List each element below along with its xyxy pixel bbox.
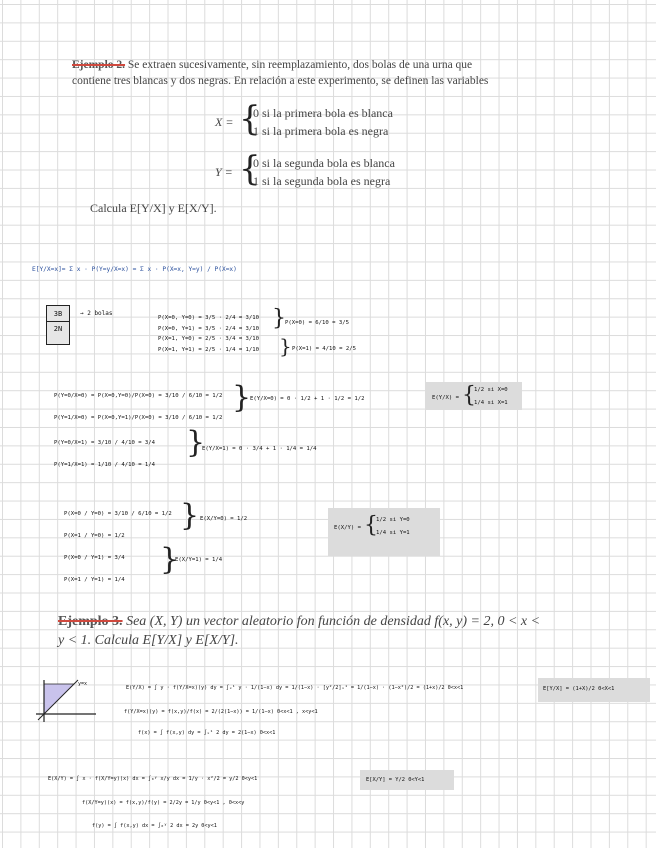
example-2-statement — [72, 57, 592, 89]
conditional-x1 — [54, 432, 155, 476]
marginal-x0: P(X=0) = 6/10 = 3/5 — [285, 320, 349, 326]
joint-brace-2: } — [279, 334, 292, 358]
expected-x-y0: E(X/Y=0) = 1/2 — [200, 516, 248, 522]
expected-x-y1: E(X/Y=1) = 1/4 — [175, 557, 223, 563]
urn-white-balls: 3B — [53, 310, 63, 318]
example-3-text-2: y < 1. Calcula E[Y/X] y E[X/Y]. — [58, 633, 239, 648]
ex3-line-1: E(Y/X) = ∫ y · f(Y/X=x)(y) dy = ∫ₓ¹ y · 1/(1−x) dy = 1/(1−x) · [y²/2]ₓ¹ = 1/(1−x) · (1−x²)/2 = (1+x)/2 0<x<1 — [126, 685, 464, 691]
example-3-line-1 — [58, 612, 618, 631]
cond-y0-x1: P(Y=0/X=1) = 3/10 / 4/10 = 3/4 — [54, 440, 156, 446]
result-exy-case-2: 1/4 si Y=1 — [376, 530, 410, 536]
y-brace: { — [239, 149, 261, 189]
x-case-1: 0 si la primera bola es blanca — [253, 106, 393, 120]
joint-brace-1: } — [272, 306, 286, 331]
urn-box — [46, 305, 70, 345]
expected-y-x0: E(Y/X=0) = 0 · 1/2 + 1 · 1/2 = 1/2 — [250, 396, 365, 402]
example-2-text-1: Se extraen sucesivamente, sin reemplazamiento, dos bolas de una urna que — [127, 59, 473, 71]
result-exy-case-1: 1/2 si Y=0 — [376, 517, 410, 523]
ex3-line-2: f(Y/X=x)(y) = f(x,y)/f(x) = 2/(2(1−x)) = 1/(1−x) 0<x<1 , x<y<1 — [124, 709, 318, 715]
joint-4: P(X=1, Y=1) = 2/5 · 1/4 = 1/10 — [158, 346, 260, 353]
graph-label: y=x — [78, 681, 88, 687]
x-brace: { — [239, 99, 261, 139]
y-case-2: 1 si la segunda bola es negra — [253, 174, 391, 188]
result-eyx-label: E(Y/X) = — [432, 395, 459, 401]
cond-brace-4: } — [160, 542, 180, 577]
cond-x0-y1: P(X=0 / Y=1) = 3/4 — [64, 555, 125, 561]
example-2-text-2: contiene tres blancas y dos negras. En relación a este experimento, se definen las variables — [72, 75, 489, 87]
ex3-line-5: f(X/Y=y)(x) = f(x,y)/f(y) = 2/2y = 1/y 0<y<1 , 0<x<y — [82, 800, 245, 806]
ex3-line-4: E(X/Y) = ∫ x · f(X/Y=y)(x) dx = ∫₀ʸ x/y dx = 1/y · x²/2 = y/2 0<y<1 — [48, 776, 258, 782]
region-graph — [34, 678, 100, 724]
cond-x1-y1: P(X=1 / Y=1) = 1/4 — [64, 577, 125, 583]
example-3-statement — [58, 612, 618, 650]
result-eyx-case-1: 1/2 si X=0 — [474, 387, 508, 393]
joint-3: P(X=1, Y=0) = 2/5 · 3/4 = 3/10 — [158, 336, 260, 342]
x-variable: X = — [215, 115, 234, 129]
cond-y0-x0: P(Y=0/X=0) = P(X=0,Y=0)/P(X=0) = 3/10 / 6/10 = 1/2 — [54, 393, 223, 399]
urn-black-balls: 2N — [53, 325, 63, 333]
ex3-line-3: f(x) = ∫ f(x,y) dy = ∫ₓ¹ 2 dy = 2(1−x) 0<x<1 — [138, 730, 276, 736]
result-exy-label: E(X/Y) = — [334, 525, 361, 531]
x-case-2: 1 si la primera bola es negra — [253, 124, 389, 138]
cond-brace-2: } — [186, 425, 206, 460]
example-3-text-1: Sea (X, Y) un vector aleatorio fon función de densidad f(x, y) = 2, 0 < x < — [126, 614, 541, 629]
cond-x0-y0: P(X=0 / Y=0) = 3/10 / 6/10 = 1/2 — [64, 511, 172, 517]
joint-2: P(X=0, Y=1) = 3/5 · 2/4 = 3/10 — [158, 325, 260, 332]
cond-brace-1: } — [232, 380, 252, 415]
cond-x1-y0: P(X=1 / Y=0) = 1/2 — [64, 533, 125, 539]
example-2-title: Ejemplo 2. — [72, 59, 126, 71]
result-eyx-brace: { — [462, 383, 476, 408]
region-graph-svg — [34, 678, 100, 724]
example-2-line-1 — [72, 57, 592, 73]
result-eyx-case-2: 1/4 si X=1 — [474, 400, 508, 406]
cond-y1-x1: P(Y=1/X=1) = 1/10 / 4/10 = 1/4 — [54, 462, 156, 468]
y-variable: Y = — [215, 165, 233, 179]
joint-1: P(X=0, Y=0) = 3/5 · 2/4 = 3/10 — [158, 315, 260, 321]
example-2-calc: Calcula E[Y/X] y E[X/Y]. — [90, 201, 217, 215]
marginal-x1: P(X=1) = 4/10 = 2/5 — [292, 346, 356, 352]
cond-brace-3: } — [180, 498, 200, 533]
ex3-result-2: E[X/Y] = Y/2 0<Y<1 — [366, 777, 425, 783]
y-case-1: 0 si la segunda bola es blanca — [253, 156, 395, 170]
conditional-y1 — [64, 547, 125, 591]
cond-y1-x0: P(Y=1/X=0) = P(X=0,Y=1)/P(X=0) = 3/10 / 6/10 = 1/2 — [54, 415, 223, 421]
blue-formula: E[Y/X=x]= Σ x · P(Y=y/X=x) = Σ x · P(X=x, Y=y) / P(X=x) — [32, 266, 237, 273]
joint-probabilities — [158, 313, 259, 355]
conditional-x0 — [54, 385, 222, 429]
expected-y-x1: E(Y/X=1) = 0 · 3/4 + 1 · 1/4 = 1/4 — [202, 446, 317, 452]
ex3-result-1: E[Y/X] = (1+X)/2 0<X<1 — [543, 686, 615, 692]
urn-arrow-note: → 2 bolas — [80, 310, 113, 317]
ex3-line-6: f(y) = ∫ f(x,y) dx = ∫₀ʸ 2 dx = 2y 0<y<1 — [92, 823, 217, 829]
result-exy-brace: { — [364, 513, 378, 538]
example-3-title: Ejemplo 3. — [58, 614, 123, 629]
conditional-y0 — [64, 503, 172, 547]
